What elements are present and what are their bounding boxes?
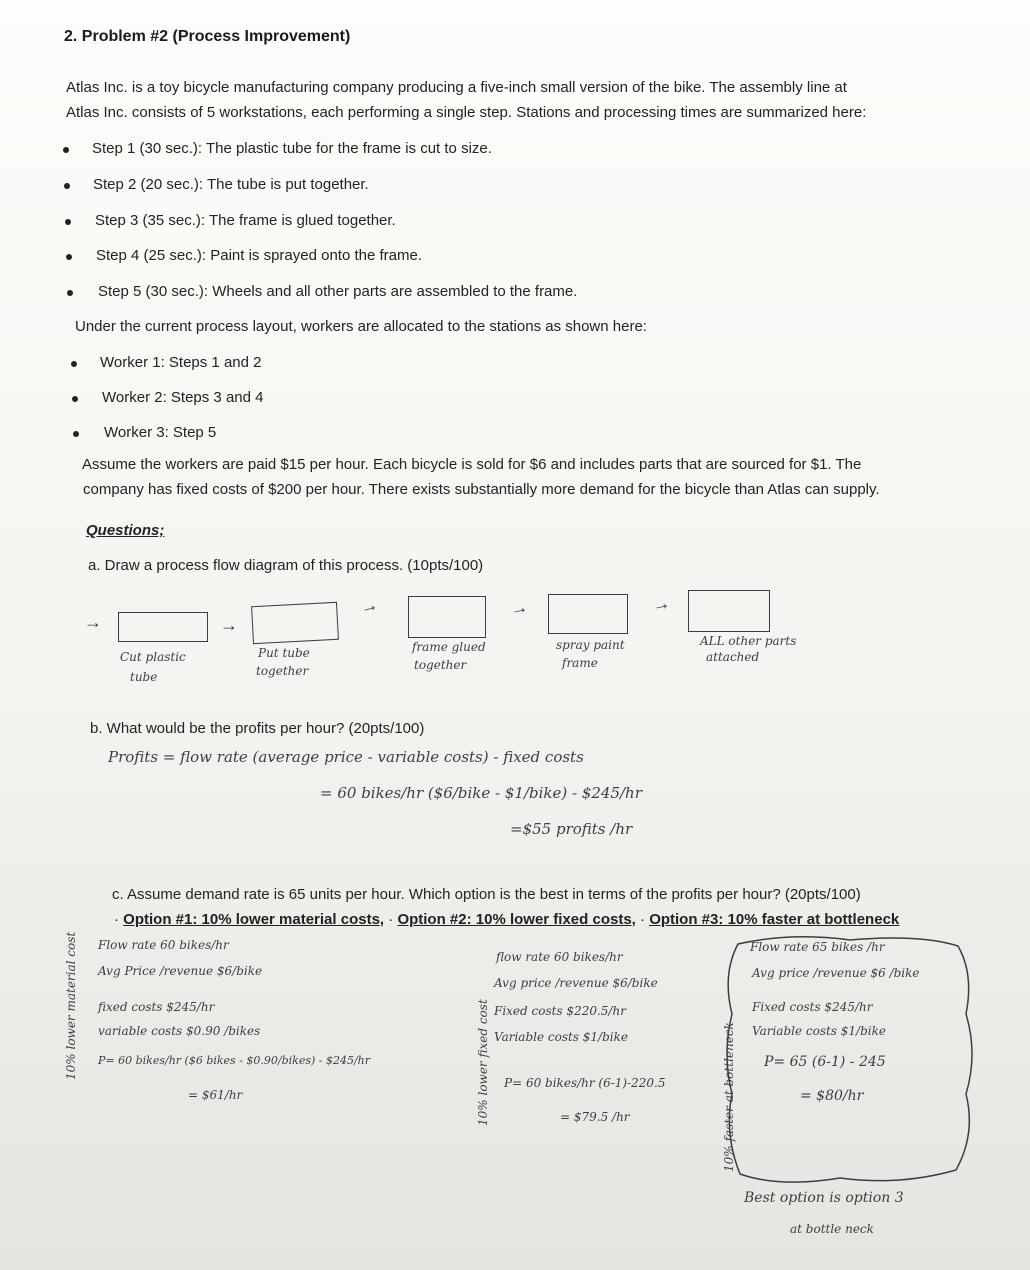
diagram-label-5b: attached (706, 650, 760, 664)
process-box-3 (408, 596, 486, 638)
bullet (71, 361, 77, 367)
bullet (63, 147, 69, 153)
assumptions-line-2: company has fixed costs of $200 per hour. There exists substantially more demand for the bicycle than Atlas can supply. (83, 481, 880, 498)
diagram-label-1a: Cut plastic (120, 650, 186, 664)
col1-profit-formula: P= 60 bikes/hr ($6 bikes - $0.90/bikes) - $245/hr (98, 1054, 371, 1067)
col2-side-label: 10% lower fixed cost (476, 999, 490, 1126)
bullet (73, 431, 79, 437)
option-1: Option #1: 10% lower material costs, (123, 911, 385, 928)
arrow-icon: → (508, 596, 530, 620)
question-c: c. Assume demand rate is 65 units per hour. Which option is the best in terms of the profits per hour? (20pts/100) (112, 886, 861, 903)
step-4: Step 4 (25 sec.): Paint is sprayed onto the frame. (96, 247, 423, 264)
problem-heading: 2. Problem #2 (Process Improvement) (64, 28, 351, 45)
process-box-2 (251, 602, 339, 644)
col3-flow-rate: Flow rate 65 bikes /hr (750, 940, 885, 954)
process-box-5 (688, 590, 770, 632)
conclusion-line-1: Best option is option 3 (744, 1190, 904, 1206)
bullet (72, 396, 78, 402)
worker-2: Worker 2: Steps 3 and 4 (102, 389, 264, 406)
step-2: Step 2 (20 sec.): The tube is put together. (93, 176, 369, 193)
arrow-icon: → (357, 594, 381, 619)
process-box-4 (548, 594, 628, 634)
col3-variable-costs: Variable costs $1/bike (752, 1024, 886, 1038)
option-3: Option #3: 10% faster at bottleneck (649, 911, 900, 928)
col1-profit: = $61/hr (188, 1088, 243, 1102)
arrow-icon: → (650, 592, 672, 616)
process-box-1 (118, 612, 208, 642)
answer-b-line-1: Profits = flow rate (average price - variable costs) - fixed costs (108, 748, 584, 766)
option-2: Option #2: 10% lower fixed costs, (397, 911, 636, 928)
diagram-label-2b: together (256, 664, 309, 678)
worker-1: Worker 1: Steps 1 and 2 (100, 354, 262, 371)
diagram-label-2a: Put tube (258, 646, 310, 660)
answer-b-line-2: = 60 bikes/hr ($6/bike - $1/bike) - $245/hr (320, 784, 642, 802)
intro-line-2: Atlas Inc. consists of 5 workstations, each performing a single step. Stations and processing times are summarized here: (66, 104, 867, 121)
bullet (65, 219, 71, 225)
assumptions-line-1: Assume the workers are paid $15 per hour. Each bicycle is sold for $6 and includes parts that are sourced for $1. The (82, 456, 862, 473)
diagram-label-5a: ALL other parts (700, 634, 797, 648)
diagram-label-4a: spray paint (556, 638, 625, 652)
diagram-label-3b: together (414, 658, 467, 672)
col3-side-label: 10% faster at bottleneck (722, 1022, 736, 1172)
question-a: a. Draw a process flow diagram of this process. (10pts/100) (88, 557, 484, 574)
col1-avg-price: Avg Price /revenue $6/bike (98, 964, 263, 978)
diagram-label-4b: frame (562, 656, 598, 670)
arrow-icon: → (84, 612, 102, 632)
col2-avg-price: Avg price /revenue $6/bike (494, 976, 658, 990)
bullet (67, 290, 73, 296)
col2-profit-formula: P= 60 bikes/hr (6-1)-220.5 (504, 1076, 666, 1090)
intro-line-1: Atlas Inc. is a toy bicycle manufacturing company producing a five-inch small version of the bike. The assembly line at (66, 79, 847, 96)
col2-flow-rate: flow rate 60 bikes/hr (496, 950, 623, 964)
col1-flow-rate: Flow rate 60 bikes/hr (98, 938, 229, 952)
diagram-label-3a: frame glued (412, 640, 486, 654)
options-line: · Option #1: 10% lower material costs, · Option #2: 10% lower fixed costs, · Option #3: 10% faster at bottleneck (114, 911, 900, 928)
question-b: b. What would be the profits per hour? (20pts/100) (90, 720, 425, 737)
layout-intro: Under the current process layout, workers are allocated to the stations as shown here: (75, 318, 647, 335)
bullet (64, 183, 70, 189)
col2-fixed-costs: Fixed costs $220.5/hr (494, 1004, 626, 1018)
diagram-label-1b: tube (130, 670, 158, 684)
col3-fixed-costs: Fixed costs $245/hr (752, 1000, 873, 1014)
col3-avg-price: Avg price /revenue $6 /bike (752, 966, 920, 980)
worker-3: Worker 3: Step 5 (104, 424, 217, 441)
questions-label: Questions; (86, 522, 165, 539)
step-1: Step 1 (30 sec.): The plastic tube for the frame is cut to size. (92, 140, 492, 157)
col2-variable-costs: Variable costs $1/bike (494, 1030, 628, 1044)
col1-variable-costs: variable costs $0.90 /bikes (98, 1024, 261, 1038)
conclusion-line-2: at bottle neck (790, 1222, 874, 1236)
col1-fixed-costs: fixed costs $245/hr (98, 1000, 215, 1014)
answer-b-line-3: =$55 profits /hr (510, 820, 633, 838)
col1-side-label: 10% lower material cost (64, 931, 78, 1080)
col3-profit-formula: P= 65 (6-1) - 245 (764, 1054, 886, 1070)
bullet (66, 254, 72, 260)
step-3: Step 3 (35 sec.): The frame is glued together. (95, 212, 396, 229)
arrow-icon: → (220, 615, 238, 635)
col2-profit: = $79.5 /hr (560, 1110, 630, 1124)
step-5: Step 5 (30 sec.): Wheels and all other parts are assembled to the frame. (98, 283, 578, 300)
col3-profit: = $80/hr (800, 1088, 864, 1104)
